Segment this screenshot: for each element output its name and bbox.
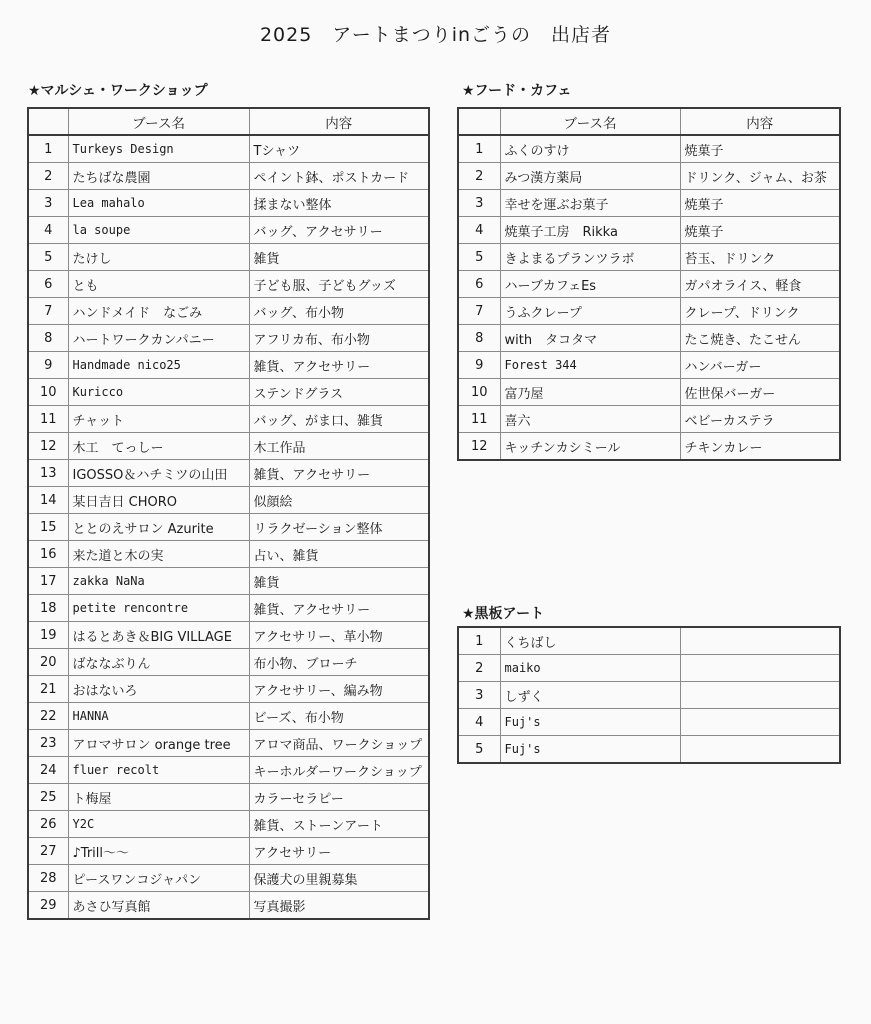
booth-content xyxy=(680,655,840,682)
booth-name: Turkeys Design xyxy=(68,135,249,163)
row-number: 12 xyxy=(28,433,68,460)
marche-heading: ★マルシェ・ワークショップ xyxy=(28,83,208,99)
row-number: 3 xyxy=(458,682,500,709)
table-row xyxy=(28,406,429,433)
marche-content-header: 内容 xyxy=(249,108,429,135)
table-row xyxy=(458,135,840,163)
blackboard-table xyxy=(457,626,841,764)
booth-name: zakka NaNa xyxy=(68,568,249,595)
row-number: 25 xyxy=(28,784,68,811)
table-row xyxy=(28,595,429,622)
table-row xyxy=(28,379,429,406)
row-number: 4 xyxy=(28,217,68,244)
row-number: 12 xyxy=(458,433,500,461)
booth-name: HANNA xyxy=(68,703,249,730)
booth-content: リラクゼーション整体 xyxy=(249,514,429,541)
booth-content: 雑貨、アクセサリー xyxy=(249,352,429,379)
booth-content: キーホルダーワークショップ xyxy=(249,757,429,784)
booth-content xyxy=(680,627,840,655)
booth-name: ハンドメイド なごみ xyxy=(68,298,249,325)
row-number: 21 xyxy=(28,676,68,703)
table-row xyxy=(28,838,429,865)
food-heading: ★フード・カフェ xyxy=(462,83,572,99)
table-row xyxy=(28,730,429,757)
booth-name: petite rencontre xyxy=(68,595,249,622)
row-number: 9 xyxy=(28,352,68,379)
booth-name: たけし xyxy=(68,244,249,271)
booth-name: with タコタマ xyxy=(500,325,680,352)
booth-name: fluer recolt xyxy=(68,757,249,784)
row-number: 3 xyxy=(28,190,68,217)
booth-name: 富乃屋 xyxy=(500,379,680,406)
booth-content: カラーセラピー xyxy=(249,784,429,811)
row-number: 23 xyxy=(28,730,68,757)
table-row xyxy=(458,190,840,217)
table-row xyxy=(28,541,429,568)
table-row xyxy=(28,163,429,190)
booth-name: ふくのすけ xyxy=(500,135,680,163)
booth-content: ハンバーガー xyxy=(680,352,840,379)
booth-content: Tシャツ xyxy=(249,135,429,163)
row-number: 8 xyxy=(458,325,500,352)
row-number: 19 xyxy=(28,622,68,649)
booth-name: Y2C xyxy=(68,811,249,838)
row-number: 18 xyxy=(28,595,68,622)
table-row xyxy=(28,784,429,811)
booth-content: アクセサリー xyxy=(249,838,429,865)
row-number: 1 xyxy=(28,135,68,163)
table-row xyxy=(458,682,840,709)
booth-content: たこ焼き、たこせん xyxy=(680,325,840,352)
table-row xyxy=(458,217,840,244)
booth-name: アロマサロン orange tree xyxy=(68,730,249,757)
booth-name: maiko xyxy=(500,655,680,682)
booth-content: 占い、雑貨 xyxy=(249,541,429,568)
row-number: 1 xyxy=(458,627,500,655)
table-row xyxy=(458,709,840,736)
table-row xyxy=(28,703,429,730)
booth-name: チャット xyxy=(68,406,249,433)
row-number: 26 xyxy=(28,811,68,838)
table-row xyxy=(28,352,429,379)
booth-name: ハートワークカンパニー xyxy=(68,325,249,352)
blackboard-heading: ★黒板アート xyxy=(462,606,545,622)
booth-name: 喜六 xyxy=(500,406,680,433)
table-row xyxy=(28,217,429,244)
booth-content: 布小物、ブローチ xyxy=(249,649,429,676)
booth-name: 焼菓子工房 Rikka xyxy=(500,217,680,244)
booth-name: la soupe xyxy=(68,217,249,244)
row-number: 1 xyxy=(458,135,500,163)
table-row xyxy=(28,433,429,460)
table-row xyxy=(458,433,840,461)
booth-content: チキンカレー xyxy=(680,433,840,461)
booth-content: バッグ、がま口、雑貨 xyxy=(249,406,429,433)
booth-name: Kuricco xyxy=(68,379,249,406)
row-number: 5 xyxy=(458,736,500,764)
row-number: 3 xyxy=(458,190,500,217)
row-number: 27 xyxy=(28,838,68,865)
table-row xyxy=(28,649,429,676)
page-title: 2025 アートまつりinごうの 出店者 xyxy=(259,24,612,46)
table-row xyxy=(28,865,429,892)
table-row xyxy=(458,298,840,325)
row-number: 7 xyxy=(28,298,68,325)
row-number: 13 xyxy=(28,460,68,487)
booth-content: 苔玉、ドリンク xyxy=(680,244,840,271)
booth-content: アロマ商品、ワークショップ xyxy=(249,730,429,757)
booth-name: キッチンカシミール xyxy=(500,433,680,461)
booth-content: 保護犬の里親募集 xyxy=(249,865,429,892)
table-row xyxy=(458,244,840,271)
booth-name: IGOSSO＆ハチミツの山田 xyxy=(68,460,249,487)
marche-booth-header: ブース名 xyxy=(68,108,249,135)
table-row xyxy=(28,676,429,703)
booth-content: 似顔絵 xyxy=(249,487,429,514)
table-row xyxy=(458,406,840,433)
booth-content: 雑貨 xyxy=(249,568,429,595)
booth-name: 某日吉日 CHORO xyxy=(68,487,249,514)
booth-content xyxy=(680,682,840,709)
marche-header-row xyxy=(28,108,429,135)
row-number: 28 xyxy=(28,865,68,892)
booth-content: 佐世保バーガー xyxy=(680,379,840,406)
row-number: 10 xyxy=(28,379,68,406)
booth-name: ♪Trill～～ xyxy=(68,838,249,865)
booth-name: ととのえサロン Azurite xyxy=(68,514,249,541)
booth-content xyxy=(680,709,840,736)
booth-content: 焼菓子 xyxy=(680,135,840,163)
booth-content: 雑貨、アクセサリー xyxy=(249,460,429,487)
row-number: 14 xyxy=(28,487,68,514)
booth-content: ペイント鉢、ポストカード xyxy=(249,163,429,190)
table-row xyxy=(458,271,840,298)
row-number: 24 xyxy=(28,757,68,784)
booth-name: Forest 344 xyxy=(500,352,680,379)
booth-name: とも xyxy=(68,271,249,298)
booth-content: 雑貨、ストーンアート xyxy=(249,811,429,838)
booth-content: クレープ、ドリンク xyxy=(680,298,840,325)
booth-content: 写真撮影 xyxy=(249,892,429,920)
booth-name: 木工 てっしー xyxy=(68,433,249,460)
table-row xyxy=(28,622,429,649)
booth-content: ビーズ、布小物 xyxy=(249,703,429,730)
row-number: 6 xyxy=(28,271,68,298)
table-row xyxy=(28,135,429,163)
row-number: 4 xyxy=(458,217,500,244)
row-number: 7 xyxy=(458,298,500,325)
table-row xyxy=(28,298,429,325)
table-row xyxy=(28,568,429,595)
booth-name: みつ漢方薬局 xyxy=(500,163,680,190)
table-row xyxy=(28,514,429,541)
food-header-row xyxy=(458,108,840,135)
booth-content: ステンドグラス xyxy=(249,379,429,406)
booth-content: 子ども服、子どもグッズ xyxy=(249,271,429,298)
booth-name: うふクレープ xyxy=(500,298,680,325)
booth-name: ピースワンコジャパン xyxy=(68,865,249,892)
booth-name: 幸せを運ぶお菓子 xyxy=(500,190,680,217)
row-number: 11 xyxy=(28,406,68,433)
booth-name: たちばな農園 xyxy=(68,163,249,190)
food-table xyxy=(457,107,841,461)
booth-name: ばななぶりん xyxy=(68,649,249,676)
booth-content: ベビーカステラ xyxy=(680,406,840,433)
table-row xyxy=(28,892,429,920)
marche-no-header xyxy=(28,108,68,135)
table-row xyxy=(28,487,429,514)
food-booth-header: ブース名 xyxy=(500,108,680,135)
row-number: 17 xyxy=(28,568,68,595)
table-row xyxy=(28,244,429,271)
booth-content: アクセサリー、編み物 xyxy=(249,676,429,703)
booth-name: くちばし xyxy=(500,627,680,655)
row-number: 2 xyxy=(28,163,68,190)
table-row xyxy=(28,190,429,217)
row-number: 2 xyxy=(458,163,500,190)
booth-name: しずく xyxy=(500,682,680,709)
booth-name: Fuj's xyxy=(500,709,680,736)
table-row xyxy=(458,627,840,655)
booth-name: はるとあき＆BIG VILLAGE xyxy=(68,622,249,649)
food-no-header xyxy=(458,108,500,135)
booth-content: ドリンク、ジャム、お茶 xyxy=(680,163,840,190)
table-row xyxy=(458,325,840,352)
row-number: 16 xyxy=(28,541,68,568)
row-number: 5 xyxy=(28,244,68,271)
food-content-header: 内容 xyxy=(680,108,840,135)
booth-content: アフリカ布、布小物 xyxy=(249,325,429,352)
table-row xyxy=(28,460,429,487)
booth-content: 焼菓子 xyxy=(680,217,840,244)
row-number: 4 xyxy=(458,709,500,736)
table-row xyxy=(28,325,429,352)
marche-table xyxy=(27,107,430,920)
row-number: 8 xyxy=(28,325,68,352)
booth-content: 揉まない整体 xyxy=(249,190,429,217)
row-number: 11 xyxy=(458,406,500,433)
booth-content: 雑貨 xyxy=(249,244,429,271)
booth-content: 木工作品 xyxy=(249,433,429,460)
row-number: 5 xyxy=(458,244,500,271)
booth-content: 雑貨、アクセサリー xyxy=(249,595,429,622)
table-row xyxy=(458,163,840,190)
booth-name: ト梅屋 xyxy=(68,784,249,811)
row-number: 10 xyxy=(458,379,500,406)
booth-content: ガパオライス、軽食 xyxy=(680,271,840,298)
booth-content: アクセサリー、革小物 xyxy=(249,622,429,649)
row-number: 20 xyxy=(28,649,68,676)
row-number: 6 xyxy=(458,271,500,298)
row-number: 15 xyxy=(28,514,68,541)
booth-name: おはないろ xyxy=(68,676,249,703)
booth-content: バッグ、アクセサリー xyxy=(249,217,429,244)
booth-name: ハーブカフェEs xyxy=(500,271,680,298)
booth-name: Lea mahalo xyxy=(68,190,249,217)
booth-content xyxy=(680,736,840,764)
table-row xyxy=(458,379,840,406)
row-number: 29 xyxy=(28,892,68,920)
booth-name: 来た道と木の実 xyxy=(68,541,249,568)
table-row xyxy=(28,757,429,784)
booth-content: 焼菓子 xyxy=(680,190,840,217)
table-row xyxy=(458,736,840,764)
booth-content: バッグ、布小物 xyxy=(249,298,429,325)
booth-name: Fuj's xyxy=(500,736,680,764)
row-number: 2 xyxy=(458,655,500,682)
table-row xyxy=(28,811,429,838)
row-number: 9 xyxy=(458,352,500,379)
booth-name: Handmade nico25 xyxy=(68,352,249,379)
table-row xyxy=(458,655,840,682)
booth-name: あさひ写真館 xyxy=(68,892,249,920)
booth-name: きよまるプランツラボ xyxy=(500,244,680,271)
table-row xyxy=(458,352,840,379)
table-row xyxy=(28,271,429,298)
row-number: 22 xyxy=(28,703,68,730)
